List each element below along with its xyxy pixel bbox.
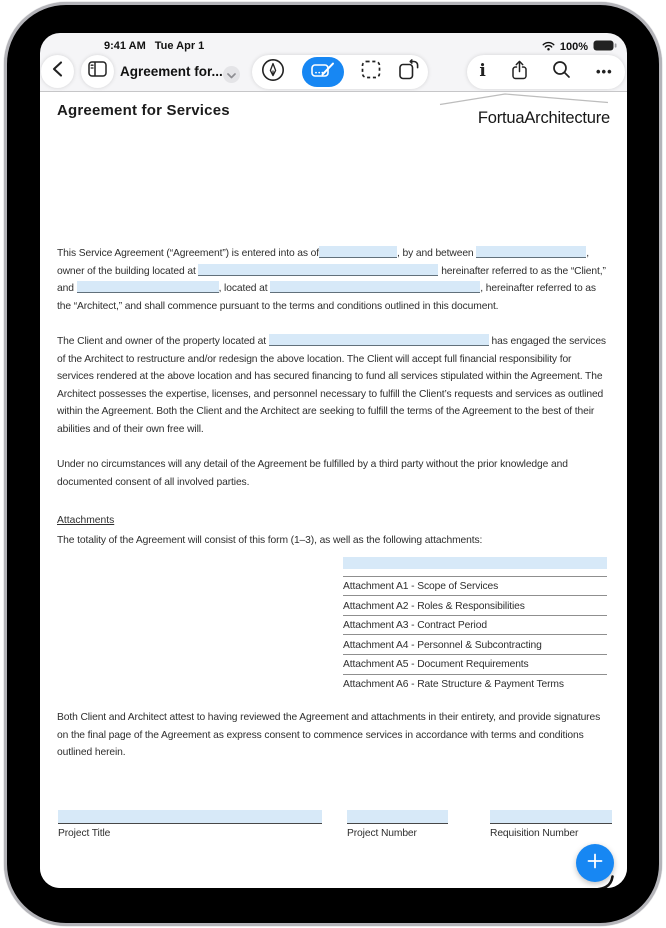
pen-tool-button[interactable] [261,58,285,87]
paragraph-text: This Service Agreement (“Agreement”) is entered into as of [57,248,320,259]
rotate-page-icon [398,67,420,84]
wifi-icon [542,41,555,54]
requisition-number-input[interactable] [490,810,612,824]
battery-icon [593,40,617,54]
attachment-row [343,596,607,616]
status-time: 9:41 AM [104,40,146,52]
project-number-field[interactable] [347,810,448,839]
paragraph [57,333,608,438]
document-page [40,91,627,888]
fill-in-blank[interactable] [319,246,397,258]
attachments-heading: Attachments [57,515,115,526]
logo-text: FortuaArchitecture [477,109,610,127]
selection-tool-button[interactable] [361,60,381,84]
paragraph [57,456,608,491]
requisition-number-field[interactable] [490,810,612,839]
attachment-label: Attachment A2 - Roles & Responsibilities [343,600,525,612]
info-icon: i [479,61,486,81]
fill-and-sign-tool-button[interactable] [302,57,344,87]
project-title-field[interactable] [58,810,322,839]
screen [40,33,627,888]
fill-in-blank[interactable] [270,281,480,293]
attachment-row [343,616,607,636]
share-icon [511,67,528,84]
document-title-menu-button[interactable] [223,66,240,83]
project-title-input[interactable] [58,810,322,824]
closing-paragraph: Both Client and Architect attest to having reviewed the Agreement and attachments in their entirety, and provide signatures on the final page of the Agreement as express consent to commence services in accordance with terms and conditions outlined herein. [57,712,601,758]
attachment-row [343,675,607,695]
battery-percent: 100% [559,41,588,53]
document-title[interactable]: Agreement for... [120,64,223,79]
search-button[interactable] [552,60,571,84]
add-button[interactable] [576,844,614,882]
attachment-label: Attachment A3 - Contract Period [343,620,487,632]
actions-group [467,55,625,89]
dashed-selection-icon [361,66,381,83]
attachments-intro: The totality of the Agreement will consist of this form (1–3), as well as the following attachments: [57,535,483,546]
toolbar [40,55,627,89]
rotate-tool-button[interactable] [398,59,420,85]
attachment-label: Attachment A6 - Rate Structure & Payment Terms [343,679,564,691]
project-number-label: Project Number [347,828,417,839]
more-button[interactable] [596,63,613,81]
fill-in-blank[interactable] [269,334,489,346]
signature-markup-icon [310,60,336,85]
attachment-blank-row[interactable] [343,557,607,577]
fill-in-blank[interactable] [77,281,219,293]
chevron-left-icon [52,61,63,82]
sidebar-toggle-button[interactable] [81,55,114,88]
paragraph-text: , hereinafter referred to as the “Architect,” and shall commence pursuant to the terms and conditions outlined in this document. [57,283,596,312]
paragraph [57,245,608,315]
attachment-label: Attachment A5 - Document Requirements [343,659,529,671]
info-button[interactable] [479,63,485,81]
paragraph-text: , by and between [397,248,477,259]
company-logo [438,92,610,128]
project-title-label: Project Title [58,828,111,839]
project-number-input[interactable] [347,810,448,824]
chevron-down-icon [227,66,236,84]
paragraph-text: , owner of the building located at [57,248,590,277]
paragraph-text: The Client and owner of the property located at [57,336,269,347]
paragraph-text: , located at [218,283,271,294]
attachment-title-input[interactable] [343,557,607,569]
plus-icon [587,853,603,874]
requisition-number-label: Requisition Number [490,828,579,839]
attachment-label: Attachment A1 - Scope of Services [343,581,499,593]
markup-tools-group [252,55,428,89]
ellipsis-icon: ••• [595,64,613,79]
status-date: Tue Apr 1 [154,40,205,52]
attachment-row [343,635,607,655]
attachments-table [343,555,607,694]
attachment-row [343,577,607,597]
paragraph-text: has engaged the services of the Architect to restructure and/or redesign the above location. The Client will accept full financial responsibility for services rendered at the above location and has secured financing to fund all services stipulated within the Agreement. The Architect possesses the expertise, licenses, and personnel necessary to fulfill the Client’s requests and services as outlined within the Agreement. Both the Client and the Architect are seeking to fulfill the terms of the Agreement to the best of their abilities and of their own free will. [57,336,606,435]
search-icon [552,66,571,83]
share-button[interactable] [511,60,528,85]
pen-nib-circle-icon [261,69,285,86]
attachment-label: Attachment A4 - Personnel & Subcontracting [343,639,542,651]
fill-in-blank[interactable] [198,264,438,276]
paragraph-text: Under no circumstances will any detail of the Agreement be fulfilled by a third party without the prior knowledge and documented consent of all involved parties. [57,459,568,488]
back-button[interactable] [41,55,74,88]
status-bar [40,38,627,56]
sidebar-panel-icon [88,61,107,82]
fill-in-blank[interactable] [476,246,586,258]
attachment-row [343,655,607,675]
paragraph-text: hereinafter referred to as the “Client,” and [57,265,606,294]
page-title: Agreement for Services [57,102,230,119]
